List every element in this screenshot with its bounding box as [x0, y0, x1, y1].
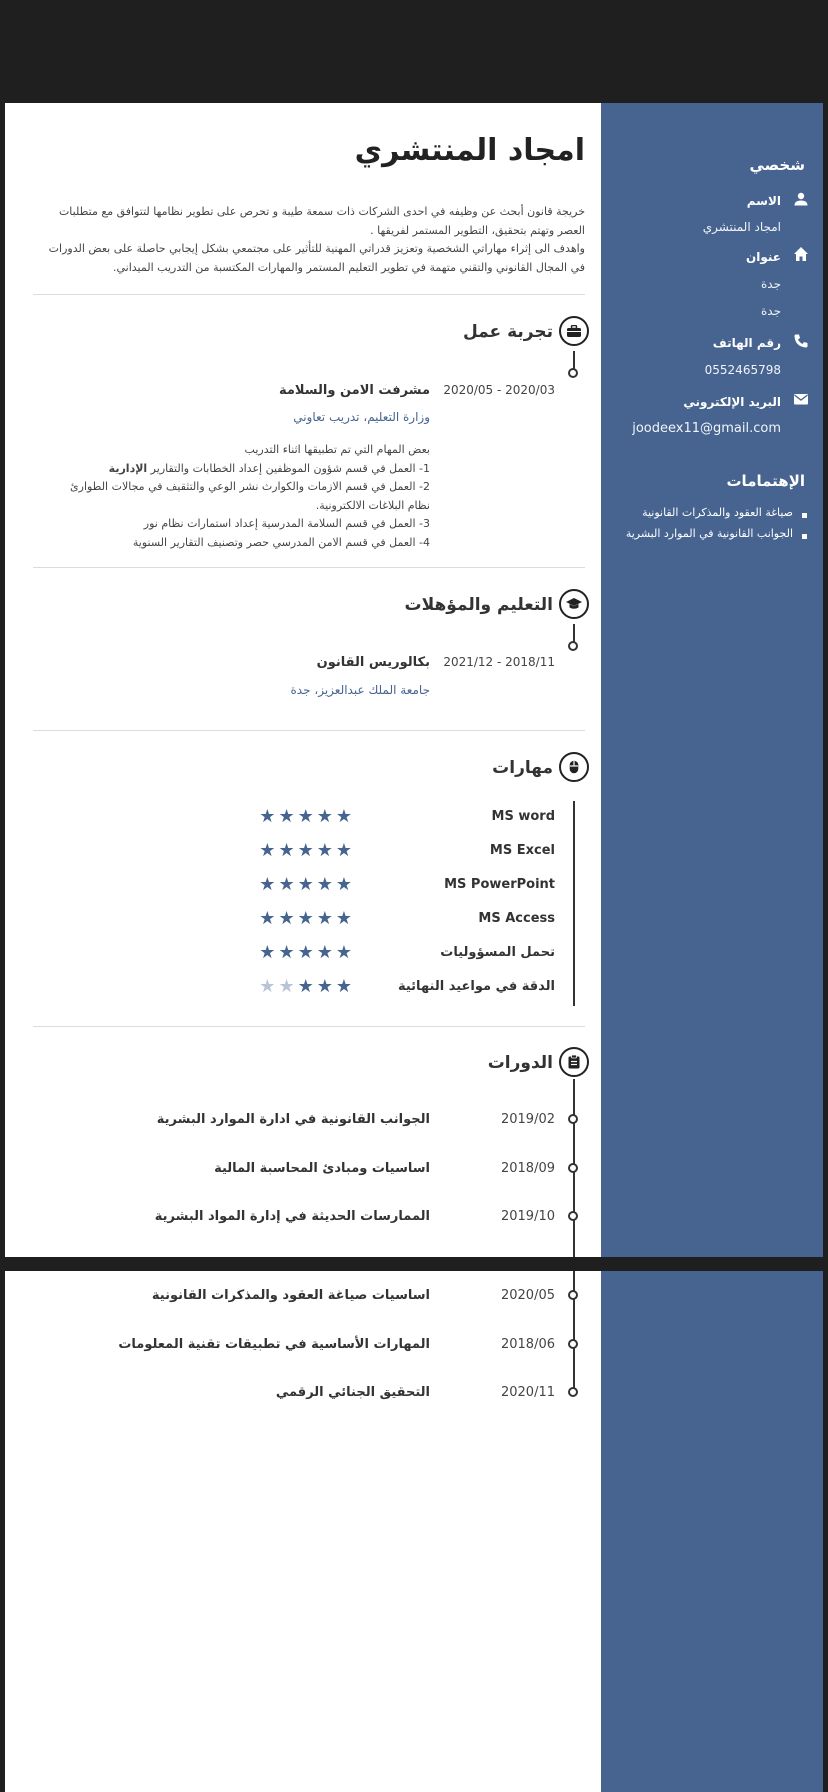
star-icon: ★: [335, 942, 355, 963]
star-icon: ★: [335, 806, 355, 827]
skill-rating: [259, 908, 355, 929]
star-icon: ★: [316, 806, 336, 827]
briefcase-icon: [559, 316, 589, 346]
experience-task: 3- العمل في قسم السلامة المدرسية إعداد استمارات نظام نور: [143, 517, 430, 530]
course-date: 2020/11: [500, 1385, 555, 1400]
summary-paragraph: واهدف الى إثراء مهاراتي الشخصية وتعزيز قدراتي المهنية للتأثير على مجتمعي بشكل إيجابي حاصلة على بعض الدورات في المجال القانوني والتقني متهمة في تطوير التعليم المستمر والمهارات المكتسبة من التدريب الميداني.: [48, 242, 585, 274]
star-icon: ★: [259, 840, 279, 861]
star-icon: ★: [259, 942, 279, 963]
star-icon: ★: [297, 976, 317, 997]
address-line: جدة: [760, 304, 781, 318]
education-school: جامعة الملك عبدالعزيز، جدة: [290, 683, 430, 697]
viewer-top-bar: [0, 0, 828, 103]
experience-org: وزارة التعليم، تدريب تعاوني: [293, 410, 430, 424]
email-label: البريد الإلكتروني: [683, 395, 781, 409]
star-icon: ★: [278, 942, 298, 963]
education-date: 2018/11 - 2021/12: [443, 655, 555, 669]
course-name: المهارات الأساسية في تطبيقات تقنية المعلومات: [118, 1336, 430, 1352]
experience-description: [55, 441, 430, 552]
timeline-node: [568, 1387, 578, 1397]
courses-title: الدورات: [487, 1053, 553, 1073]
timeline-node: [568, 368, 578, 378]
skill-name: تحمل المسؤوليات: [440, 945, 555, 960]
timeline-node: [568, 1290, 578, 1300]
course-date: 2018/09: [500, 1160, 555, 1176]
star-icon: ★: [297, 874, 317, 895]
summary-paragraph: خريجة قانون أبحث عن وظيفه في احدى الشركات ذات سمعة طيبة و تحرص على تطوير نظامها لتتوافق مع متطلبات العصر وتهتم بتحقيق، التطوير المستمر لفريقها .: [58, 205, 585, 237]
star-icon: ★: [297, 942, 317, 963]
name-label: الاسم: [746, 194, 781, 208]
star-icon: ★: [278, 806, 298, 827]
timeline-node: [568, 641, 578, 651]
skill-name: الدقة في مواعيد النهائية: [397, 979, 555, 994]
skill-rating: [259, 874, 355, 895]
list-bullet: [802, 513, 807, 518]
experience-task: 4- العمل في قسم الامن المدرسي حصر وتصنيف التقارير السنوية: [132, 535, 430, 549]
summary: [40, 203, 585, 277]
clipboard-icon: [559, 1047, 589, 1077]
star-icon: ★: [316, 976, 336, 997]
star-icon: ★: [316, 874, 336, 895]
course-name: اساسيات صياغة العقود والمذكرات القانونية: [151, 1288, 430, 1303]
star-icon: ★: [259, 976, 279, 997]
experience-date: 2020/03 - 2020/05: [443, 383, 555, 397]
interests-title: الإهتمامات: [726, 472, 805, 490]
star-icon: ★: [335, 976, 355, 997]
skill-rating: [259, 840, 355, 861]
phone-label: رقم الهاتف: [712, 336, 781, 350]
star-icon: ★: [278, 976, 298, 997]
personal-title: شخصي: [749, 156, 805, 174]
star-icon: ★: [316, 908, 336, 929]
graduation-cap-icon: [559, 589, 589, 619]
timeline-node: [568, 1339, 578, 1349]
resume-page-1: [5, 103, 823, 1257]
experience-task: 2- العمل في قسم الازمات والكوارث نشر الوعي والتثقيف في مجالات الطوارئ نظام البلاغات الالكترونية.: [70, 480, 430, 512]
star-icon: ★: [335, 840, 355, 861]
email-value: joodeex11@gmail.com: [632, 421, 781, 436]
star-icon: ★: [335, 908, 355, 929]
phone-value: 0552465798: [704, 363, 781, 377]
skills-title: مهارات: [492, 758, 553, 778]
phone-icon: [793, 333, 809, 349]
experience-role: مشرفت الامن والسلامة: [278, 383, 430, 398]
interest-item: الجوانب القانونية في الموارد البشرية: [625, 527, 793, 540]
timeline-node: [568, 1163, 578, 1173]
course-date: 2019/10: [500, 1209, 555, 1224]
star-icon: ★: [278, 908, 298, 929]
experience-task: 1- العمل في قسم شؤون الموظفين إعداد الخطابات والتقارير الإدارية: [108, 461, 430, 475]
name-value: امجاد المنتشري: [702, 220, 781, 234]
divider: [33, 567, 585, 568]
star-icon: ★: [259, 874, 279, 895]
skill-name: MS PowerPoint: [444, 877, 555, 892]
sidebar: [601, 103, 823, 1257]
timeline-node: [568, 1211, 578, 1221]
sidebar: [601, 1271, 823, 1792]
home-icon: [793, 246, 809, 262]
address-label: عنوان: [746, 250, 781, 264]
course-name: التحقيق الجنائي الرقمي: [275, 1385, 430, 1400]
course-date: 2019/02: [500, 1112, 555, 1127]
star-icon: ★: [297, 840, 317, 861]
envelope-icon: [793, 391, 809, 407]
skill-rating: [259, 942, 355, 963]
star-icon: ★: [316, 942, 336, 963]
divider: [33, 1026, 585, 1027]
star-icon: ★: [297, 806, 317, 827]
star-icon: ★: [259, 908, 279, 929]
star-icon: ★: [297, 908, 317, 929]
course-name: اساسيات ومبادئ المحاسبة المالية: [214, 1160, 430, 1176]
skill-name: MS Access: [478, 911, 555, 926]
skill-name: MS word: [491, 809, 555, 824]
star-icon: ★: [316, 840, 336, 861]
divider: [33, 730, 585, 731]
course-date: 2020/05: [500, 1288, 555, 1303]
star-icon: ★: [259, 806, 279, 827]
course-name: الجوانب القانونية في ادارة الموارد البشرية: [156, 1112, 430, 1127]
resume-page-2: [5, 1271, 823, 1792]
education-degree: بكالوريس القانون: [316, 655, 430, 670]
course-name: الممارسات الحديثة في إدارة المواد البشرية: [154, 1209, 430, 1224]
skill-rating: [259, 976, 355, 997]
course-date: 2018/06: [500, 1336, 555, 1352]
mouse-icon: [559, 752, 589, 782]
star-icon: ★: [278, 874, 298, 895]
education-title: التعليم والمؤهلات: [404, 595, 553, 615]
list-bullet: [802, 534, 807, 539]
star-icon: ★: [278, 840, 298, 861]
address-line: جدة: [760, 277, 781, 291]
skill-name: MS Excel: [489, 843, 555, 858]
experience-title: تجربة عمل: [462, 322, 553, 342]
timeline-node: [568, 1114, 578, 1124]
person-icon: [793, 191, 809, 207]
interest-item: صياغة العقود والمذكرات القانونية: [642, 506, 793, 519]
star-icon: ★: [335, 874, 355, 895]
skill-rating: [259, 806, 355, 827]
page-title: امجاد المنتشري: [354, 133, 585, 168]
divider: [33, 294, 585, 295]
timeline-line: [573, 801, 575, 1006]
experience-intro: بعض المهام التي تم تطبيقها اثناء التدريب: [244, 443, 430, 456]
